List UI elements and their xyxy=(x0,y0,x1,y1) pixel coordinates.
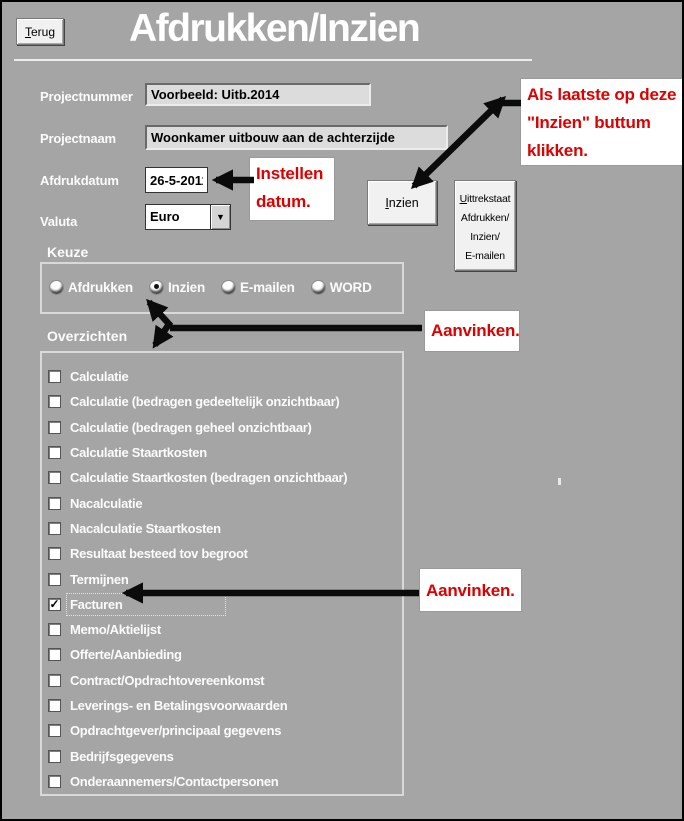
projectnaam-label: Projectnaam xyxy=(40,131,116,146)
annotation-aanvinken-facturen: Aanvinken. xyxy=(419,568,522,612)
checkbox-icon[interactable] xyxy=(48,775,61,788)
checkbox-icon[interactable] xyxy=(48,648,61,661)
valuta-select[interactable] xyxy=(145,204,231,230)
overzicht-row[interactable] xyxy=(42,668,402,693)
checkbox-icon[interactable] xyxy=(48,724,61,737)
check-label: Opdrachtgever/principaal gegevens xyxy=(70,723,282,739)
overzicht-row[interactable] xyxy=(42,516,402,541)
page-title: Afdrukken/Inzien xyxy=(129,7,420,50)
inzien-button[interactable]: Inzien xyxy=(367,180,437,225)
keuze-options xyxy=(50,280,372,295)
keuze-group-label: Keuze xyxy=(47,244,89,260)
checkbox-icon[interactable] xyxy=(48,446,61,459)
overzicht-row[interactable] xyxy=(42,592,402,617)
check-label: Nacalculatie xyxy=(70,495,143,511)
overzichten-group-label: Overzichten xyxy=(47,328,128,344)
checkbox-icon[interactable] xyxy=(48,623,61,636)
overzichten-groupbox xyxy=(40,351,404,796)
radio-icon[interactable] xyxy=(50,281,63,294)
check-label: Calculatie Staartkosten (bedragen onzichtbaar) xyxy=(70,470,348,486)
annotation-als-laatste xyxy=(520,78,684,166)
check-label: Bedrijfsgegevens xyxy=(70,748,174,764)
overzicht-row[interactable] xyxy=(42,617,402,642)
radio-icon[interactable] xyxy=(150,281,163,294)
radio-icon[interactable] xyxy=(312,281,325,294)
overzicht-row[interactable] xyxy=(42,769,402,794)
annotation-line: klikken. xyxy=(527,141,588,160)
checkbox-icon[interactable]: ✓ xyxy=(49,596,60,611)
afdrukdatum-field[interactable] xyxy=(145,167,208,193)
checkbox-icon[interactable] xyxy=(48,395,61,408)
check-label: Calculatie (bedragen geheel onzichtbaar) xyxy=(70,419,312,435)
radio-option-e-mailen[interactable] xyxy=(222,280,295,295)
overzicht-row[interactable] xyxy=(42,566,402,591)
radio-label: Afdrukken xyxy=(68,280,133,295)
overzicht-row[interactable] xyxy=(42,743,402,768)
annotation-line: "Inzien" buttum xyxy=(527,113,651,132)
overzicht-row[interactable] xyxy=(42,693,402,718)
valuta-label: Valuta xyxy=(40,214,78,229)
projectnaam-field[interactable] xyxy=(145,125,448,150)
radio-label: E-mailen xyxy=(240,280,295,295)
checkbox-icon[interactable] xyxy=(48,471,61,484)
overzicht-row[interactable] xyxy=(42,465,402,490)
radio-icon[interactable] xyxy=(222,281,235,294)
check-label: Contract/Opdrachtovereenkomst xyxy=(70,672,265,688)
projectnummer-label: Projectnummer xyxy=(40,89,133,104)
uittrekstaat-line-1: Uittrekstaat xyxy=(459,193,511,205)
annotation-line: datum. xyxy=(256,192,311,211)
checkbox-icon[interactable] xyxy=(48,699,61,712)
title-separator xyxy=(14,59,532,61)
afdrukdatum-label: Afdrukdatum xyxy=(40,173,119,188)
keuze-groupbox xyxy=(40,262,404,314)
radio-option-afdrukken[interactable] xyxy=(50,280,133,295)
checkbox-icon[interactable] xyxy=(48,370,61,383)
annotation-line: Als laatste op deze xyxy=(527,85,677,104)
check-label: Leverings- en Betalingsvoorwaarden xyxy=(70,698,288,713)
annotation-aanvinken-keuze: Aanvinken. xyxy=(424,310,520,352)
valuta-value: Euro xyxy=(150,209,180,224)
check-label: Termijnen xyxy=(70,571,129,587)
annotation-instellen-datum xyxy=(249,157,335,221)
projectnummer-field[interactable] xyxy=(145,83,371,106)
radio-option-word[interactable] xyxy=(312,280,372,295)
terug-button[interactable]: Terug xyxy=(16,18,64,45)
overzicht-row[interactable] xyxy=(42,642,402,667)
overzicht-row[interactable] xyxy=(42,389,402,414)
check-label: Calculatie (bedragen gedeeltelijk onzichtbaar) xyxy=(70,394,340,410)
uittrekstaat-line-4: E-mailen xyxy=(465,250,505,262)
check-label: Calculatie xyxy=(70,369,129,385)
radio-option-inzien[interactable] xyxy=(150,280,205,295)
checkbox-icon[interactable] xyxy=(48,547,61,560)
radio-label: WORD xyxy=(329,280,372,295)
stray-mark xyxy=(558,478,561,485)
annotation-line: Instellen xyxy=(256,164,324,183)
overzichten-list xyxy=(42,353,402,794)
radio-label: Inzien xyxy=(167,280,206,295)
check-label: Onderaannemers/Contactpersonen xyxy=(70,773,279,789)
checkbox-icon[interactable] xyxy=(48,573,61,586)
checkbox-icon[interactable] xyxy=(48,750,61,763)
check-label: Offerte/Aanbieding xyxy=(70,647,182,663)
overzicht-row[interactable] xyxy=(42,541,402,566)
overzicht-row[interactable] xyxy=(42,415,402,440)
checkbox-icon[interactable] xyxy=(48,674,61,687)
uittrekstaat-line-3: Inzien/ xyxy=(470,231,500,243)
check-label: Resultaat besteed tov begroot xyxy=(70,546,248,562)
checkbox-icon[interactable] xyxy=(48,421,61,434)
overzicht-row[interactable] xyxy=(42,364,402,389)
chevron-down-icon[interactable]: ▼ xyxy=(210,205,230,229)
uittrekstaat-line-2: Afdrukken/ xyxy=(460,212,510,224)
overzicht-row[interactable] xyxy=(42,718,402,743)
radio-selected-dot xyxy=(154,284,159,289)
check-label: Facturen xyxy=(70,597,222,612)
uittrekstaat-button[interactable] xyxy=(454,180,516,271)
overzicht-row[interactable] xyxy=(42,440,402,465)
overzicht-row[interactable] xyxy=(42,490,402,515)
checkbox-icon[interactable] xyxy=(48,522,61,535)
check-label: Memo/Aktielijst xyxy=(70,622,161,638)
checkbox-icon[interactable] xyxy=(48,497,61,510)
check-label: Calculatie Staartkosten xyxy=(70,445,207,461)
check-label: Nacalculatie Staartkosten xyxy=(70,520,221,536)
